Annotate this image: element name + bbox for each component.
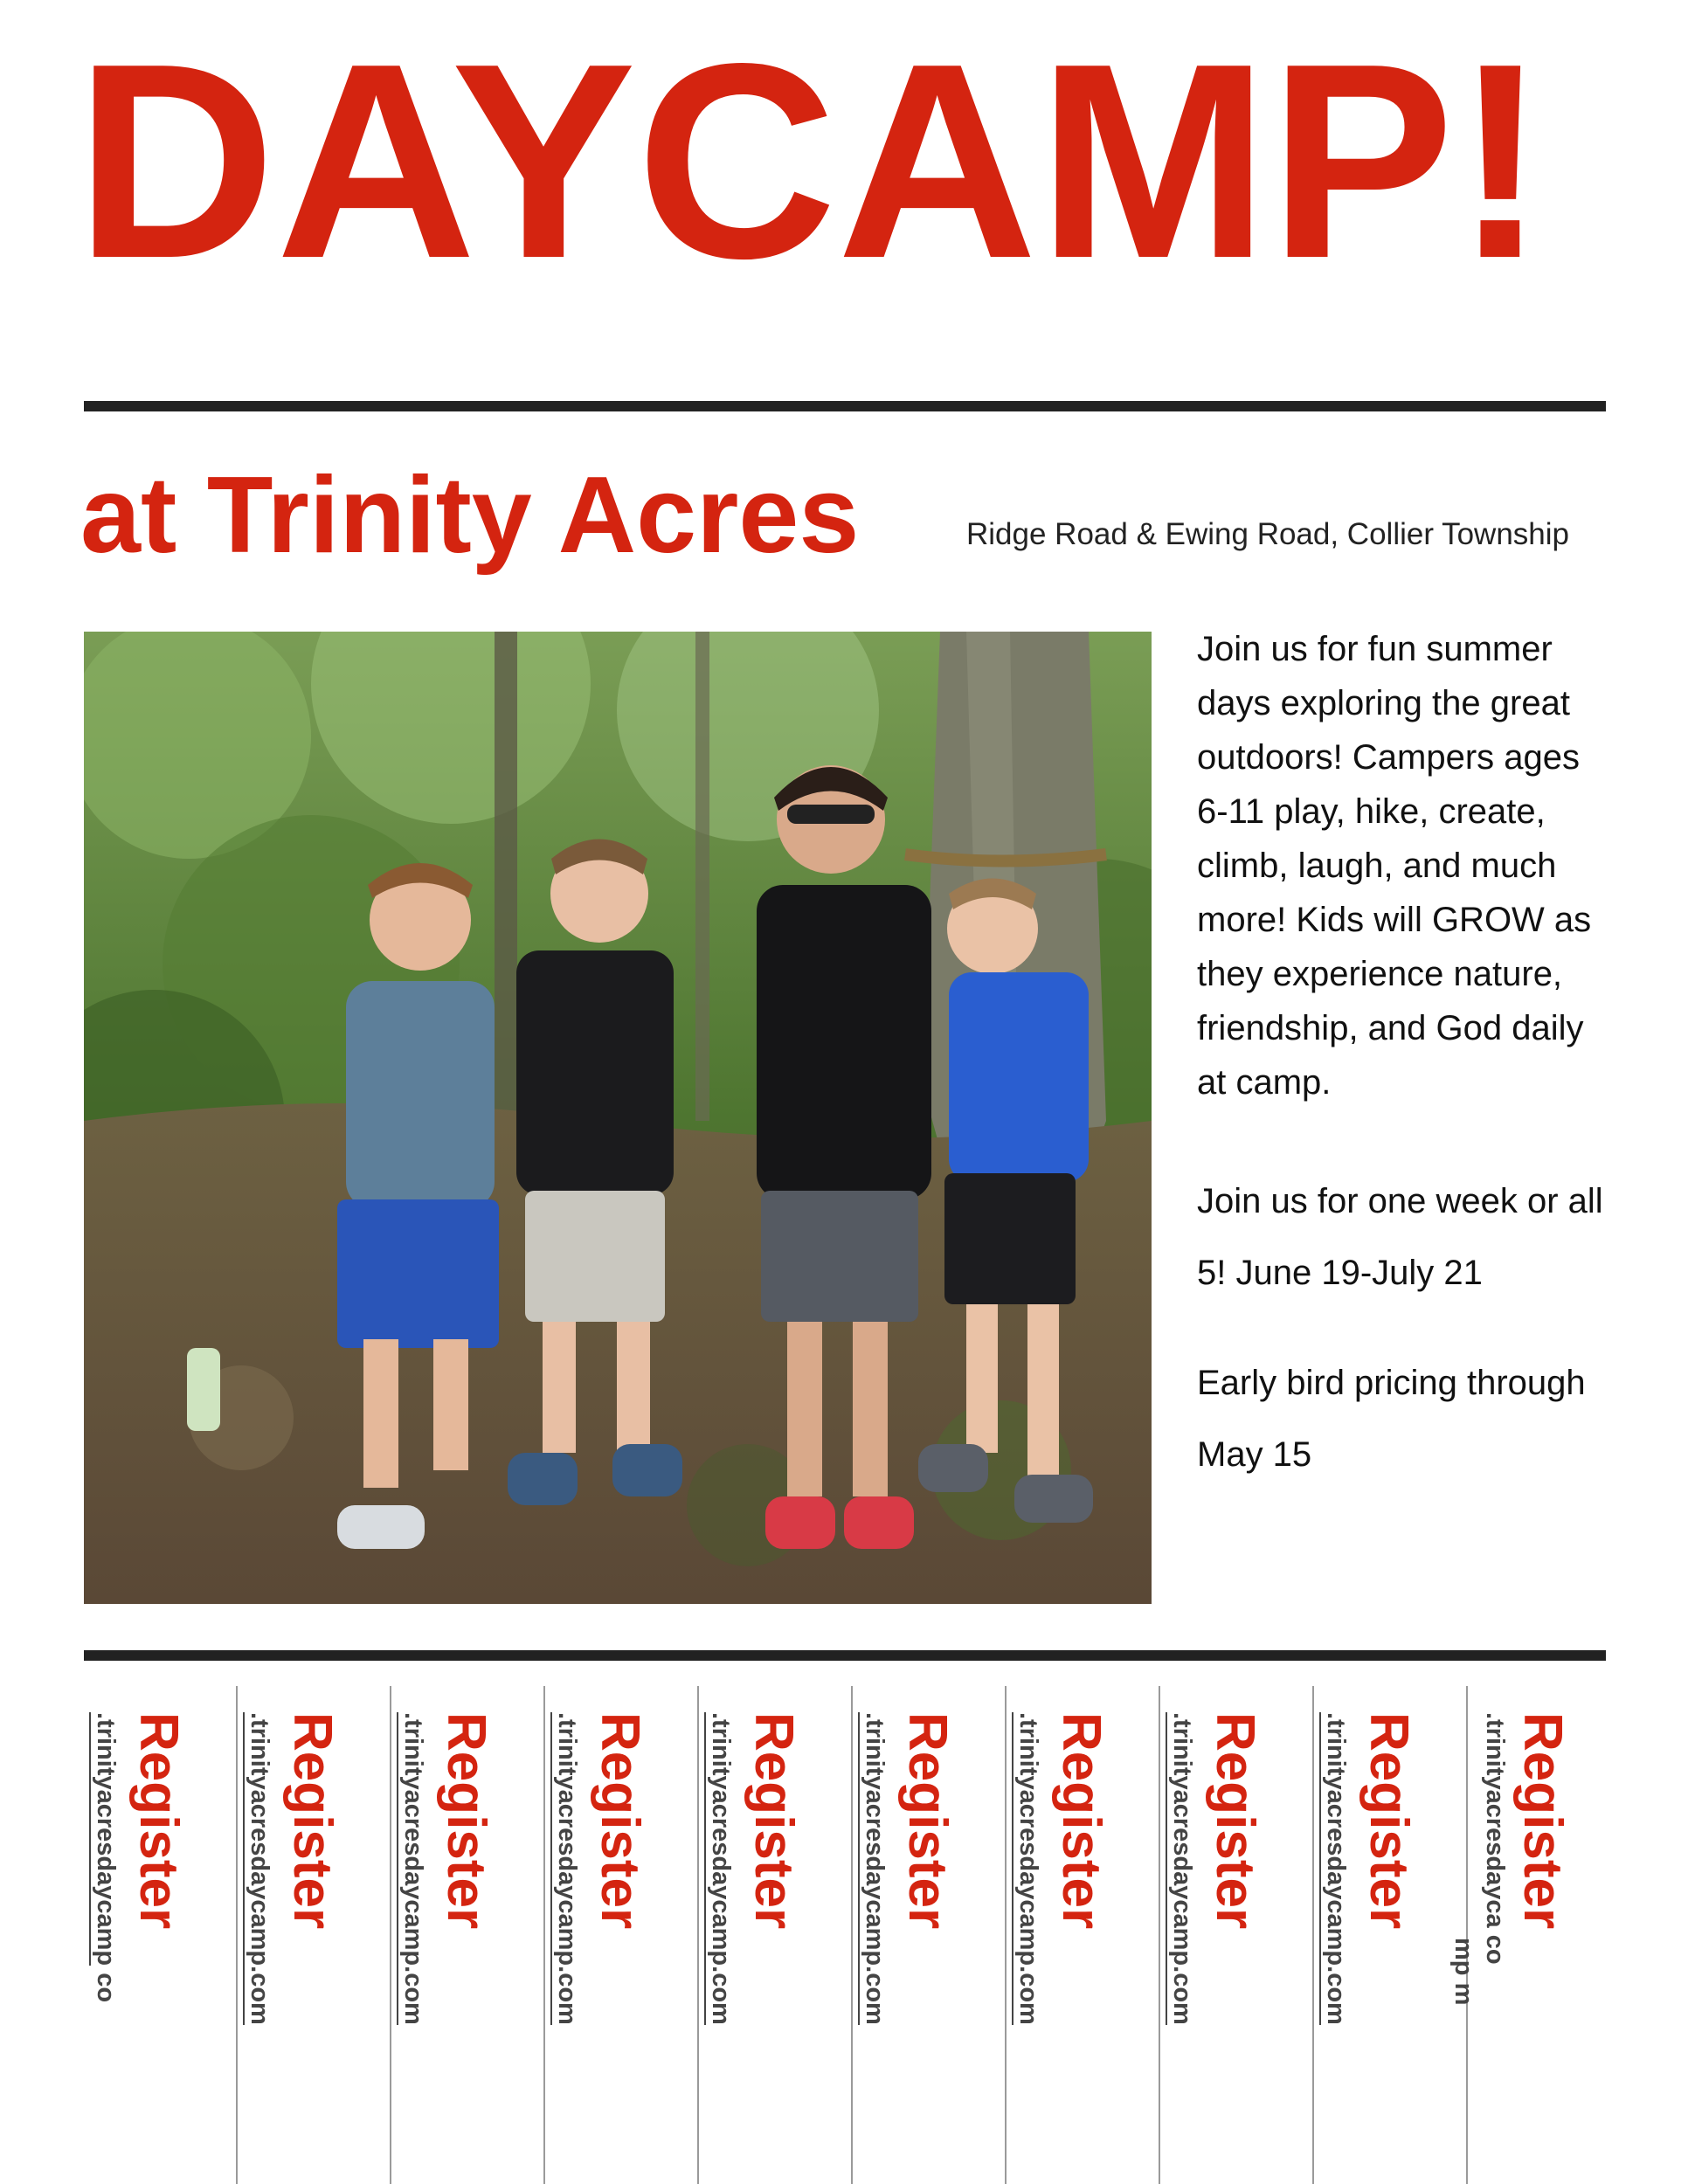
group-of-kids-photo — [84, 632, 1152, 1604]
website-url: .trinityacresdaycamp.com — [1013, 1712, 1043, 2025]
website-url-continued: mp m — [1449, 1938, 1477, 2006]
address: Ridge Road & Ewing Road, Collier Township — [966, 517, 1570, 551]
top-divider — [84, 401, 1606, 411]
register-label: Register — [1051, 1712, 1111, 1930]
register-label: Register — [1205, 1712, 1265, 1930]
tear-off-tab[interactable] — [1007, 1686, 1160, 2184]
website-url: .trinityacresdaycamp.com — [552, 1712, 582, 2025]
website-url: .trinityacresdaycamp.com — [1321, 1712, 1351, 2025]
description-paragraph-intro: Join us for fun summer days exploring the great outdoors! Campers ages 6-11 play, hike, create, climb, laugh, and much more! Kids will GROW as they experience nature, friendship, and God daily at camp. — [1197, 630, 1592, 1102]
website-url: .trinityacresdaycamp.com — [706, 1712, 736, 2025]
bottom-divider — [84, 1650, 1606, 1661]
tear-off-tab[interactable] — [1449, 1686, 1622, 2184]
description-paragraph-dates: Join us for one week or all 5! June 19-July 21 — [1197, 1182, 1603, 1292]
website-url: .trinityacresdaycamp.com — [1167, 1712, 1197, 2025]
headline: DAYCAMP! — [75, 6, 1547, 316]
tear-off-tab[interactable] — [699, 1686, 853, 2184]
tear-off-tab[interactable] — [853, 1686, 1007, 2184]
tear-off-tab[interactable] — [238, 1686, 391, 2184]
register-label: Register — [282, 1712, 342, 1930]
tear-off-tab[interactable] — [391, 1686, 545, 2184]
tear-off-tab[interactable] — [84, 1686, 238, 2184]
tear-off-tab[interactable] — [1160, 1686, 1314, 2184]
tear-off-tab[interactable] — [545, 1686, 699, 2184]
website-url: .trinityacresdaycamp.com — [398, 1712, 428, 2025]
website-url: .trinityacresdaycamp co — [91, 1712, 121, 2002]
website-url: .trinityacresdaycamp.com — [860, 1712, 889, 2025]
website-url: .trinityacresdaycamp.com — [245, 1712, 274, 2025]
description — [1197, 622, 1608, 1490]
tear-off-tabs — [84, 1686, 1632, 2184]
register-label: Register — [128, 1712, 189, 1930]
website-url: .trinityacresdayca co — [1481, 1712, 1509, 1965]
register-label: Register — [1359, 1712, 1419, 1930]
register-label: Register — [590, 1712, 650, 1930]
register-label: Register — [1512, 1712, 1573, 1930]
register-label: Register — [436, 1712, 496, 1930]
subtitle: at Trinity Acres — [80, 455, 860, 576]
tear-off-tab[interactable] — [1314, 1686, 1468, 2184]
register-label: Register — [897, 1712, 958, 1930]
photo-illustration — [84, 632, 1152, 1604]
register-label: Register — [744, 1712, 804, 1930]
description-paragraph-pricing: Early bird pricing through May 15 — [1197, 1364, 1586, 1474]
